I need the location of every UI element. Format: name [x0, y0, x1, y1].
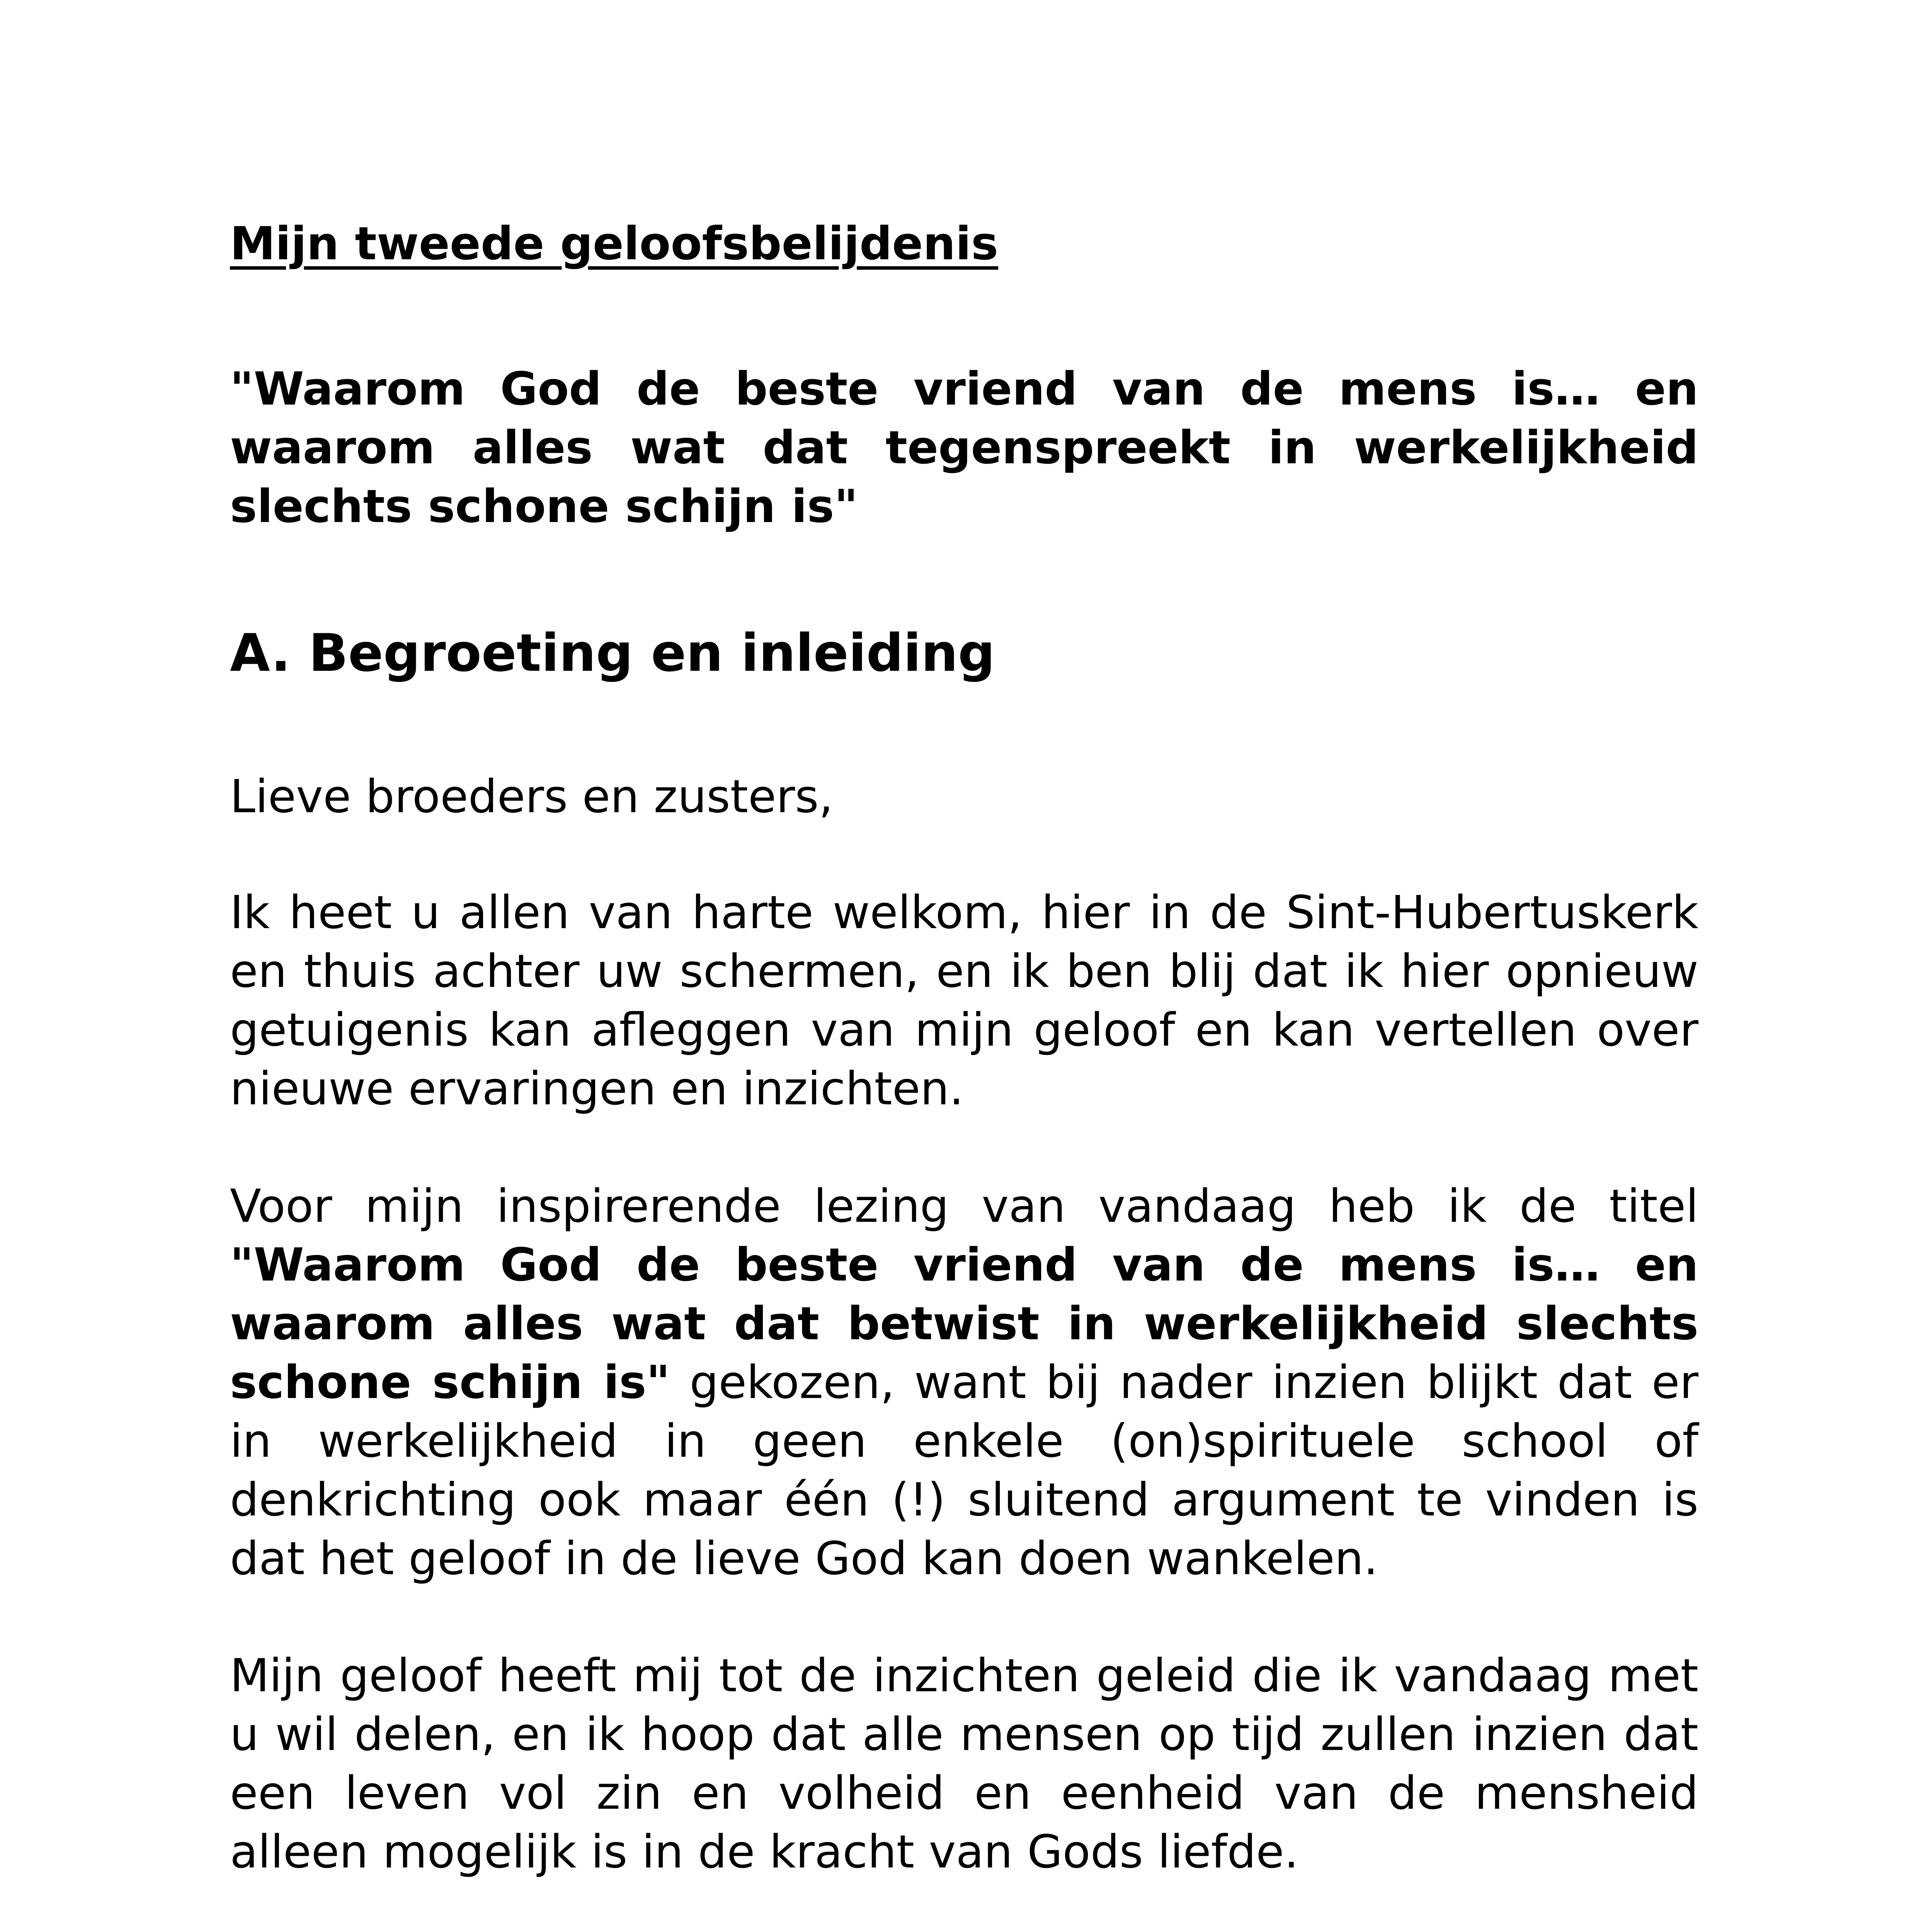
lecture-rest-text: gekozen, want bij nader inzien blijkt dat er in werkelijkheid in geen enkele (on)spirituele school of denkrichting ook maar één (!) sluitend argument te vinden is dat het geloof in de lieve God kan doen wankelen. — [230, 1355, 1698, 1585]
welcome-paragraph: Ik heet u allen van harte welkom, hier in de Sint-Hubertuskerk en thuis achter uw schermen, en ik ben blij dat ik hier opnieuw getuigenis kan afleggen van mijn geloof en kan vertellen over nieuwe ervaringen en inzichten. — [230, 886, 1698, 1115]
lecture-intro-text: Voor mijn inspirerende lezing van vandaag heb ik de titel — [230, 1179, 1698, 1233]
greeting-paragraph: Lieve broeders en zusters, — [230, 770, 834, 823]
lecture-bold-title: "Waarom God de beste vriend van de mens is… en waarom alles wat dat betwist in werkelijkheid slechts schone schijn is" — [230, 1238, 1698, 1409]
document-subtitle: "Waarom God de beste vriend van de mens is… en waarom alles wat dat tegenspreekt in werkelijkheid slechts schone schijn is" — [230, 362, 1698, 533]
document-title: Mijn tweede geloofsbelijdenis — [230, 217, 999, 270]
section-a-heading: A. Begroeting en inleiding — [230, 623, 995, 683]
document-page — [230, 0, 1698, 1932]
lecture-paragraph — [230, 1177, 1698, 1588]
belief-paragraph: Mijn geloof heeft mij tot de inzichten geleid die ik vandaag met u wil delen, en ik hoop dat alle mensen op tijd zullen inzien dat een leven vol zin en volheid en eenheid van de mensheid alleen mogelijk is in de kracht van Gods liefde. — [230, 1649, 1698, 1878]
